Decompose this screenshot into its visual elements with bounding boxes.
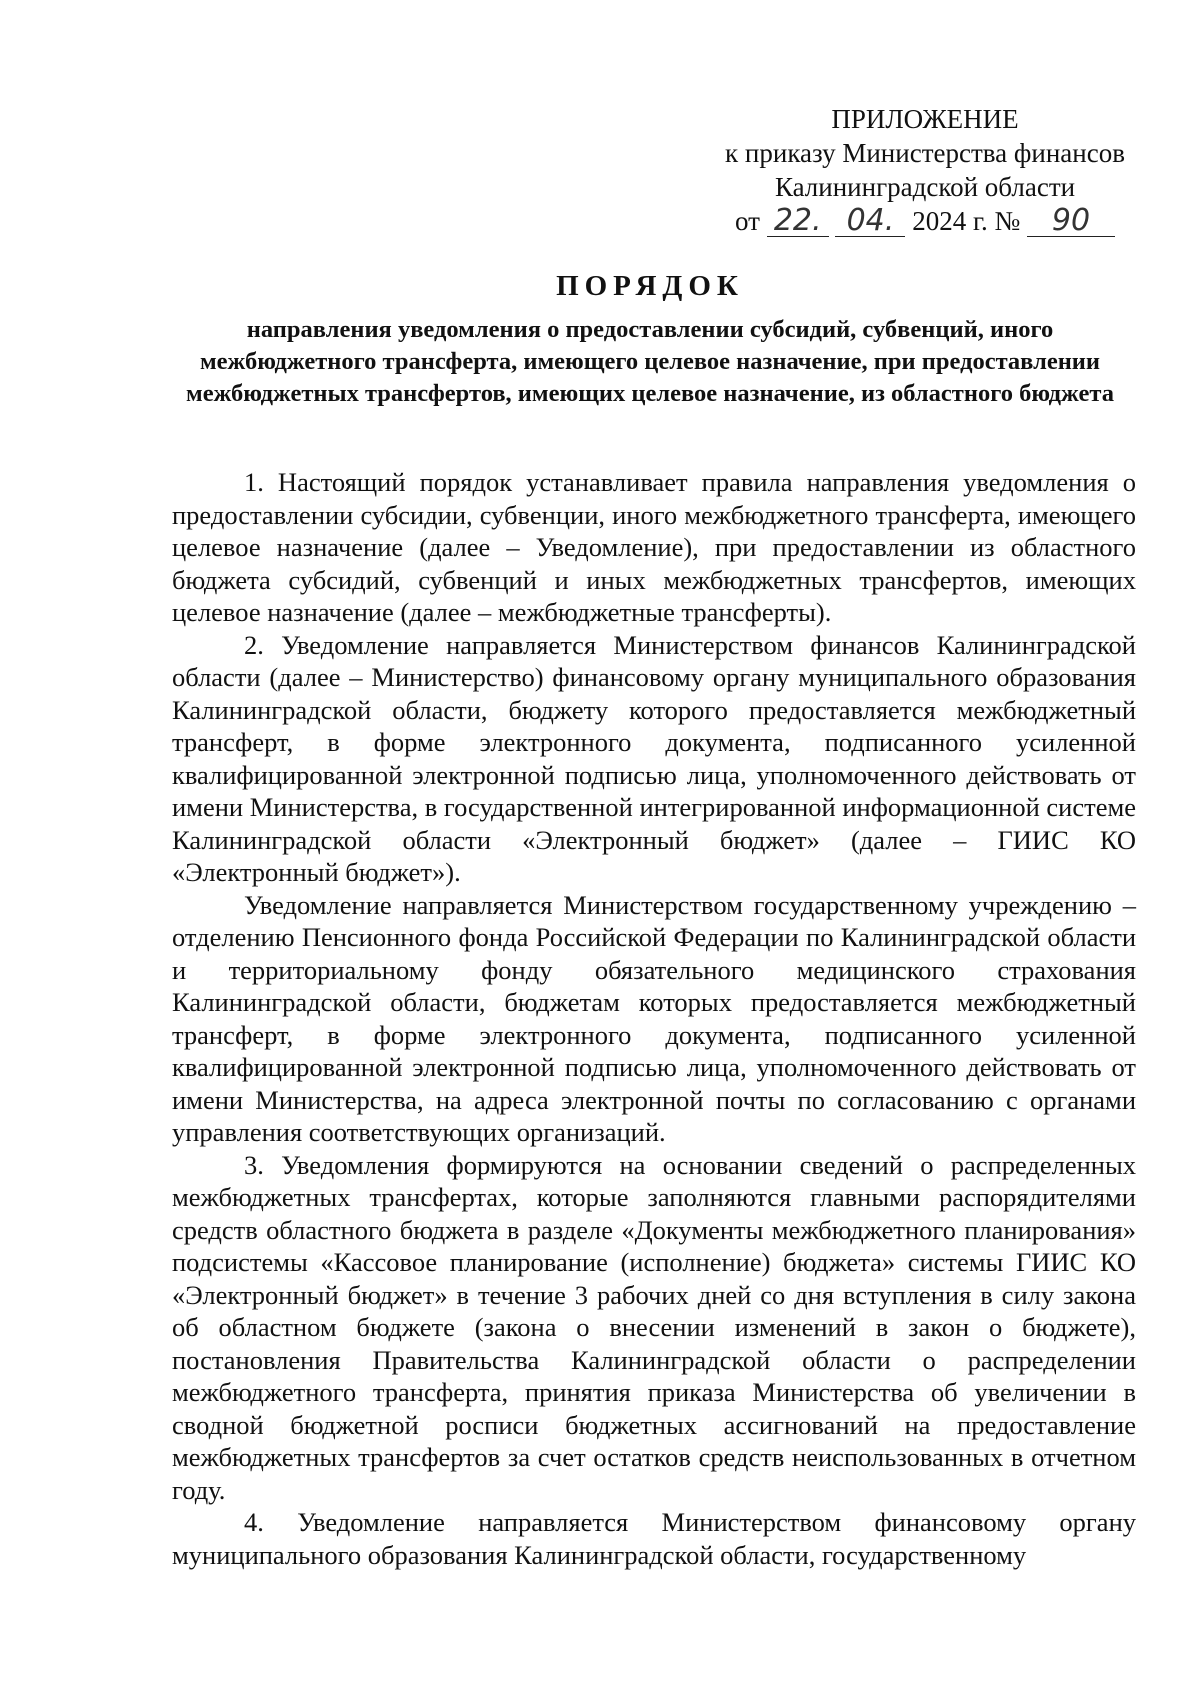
document-title-block	[160, 268, 1140, 410]
appendix-region-line: Калининградской области	[774, 172, 1076, 202]
date-prefix: от	[735, 206, 760, 236]
appendix-date-line	[700, 204, 1150, 238]
document-body	[172, 466, 1136, 1571]
appendix-order-line: к приказу Министерства финансов	[725, 138, 1125, 168]
handwritten-order-number: 90	[1027, 206, 1115, 237]
appendix-header	[700, 102, 1150, 238]
paragraph-4: 4. Уведомление направляется Министерством финансовому органу муниципального образования Калининградской области, государственному	[172, 1507, 1136, 1570]
appendix-label: ПРИЛОЖЕНИЕ	[831, 104, 1019, 134]
date-year-number-label: 2024 г. №	[912, 206, 1021, 236]
paragraph-3: 3. Уведомления формируются на основании сведений о распределенных межбюджетных трансфертах, которые заполняются главными распорядителями средств областного бюджета в разделе «Документы межбюджетного планирования» подсистемы «Кассовое планирование (исполнение) бюджета» системы ГИИС КО «Электронный бюджет» в течение 3 рабочих дней со дня вступления в силу закона об областном бюджете (закона о внесении изменений в закон о бюджете), постановления Правительства Калининградской области о распределении межбюджетного трансферта, принятия приказа Министерства об увеличении в сводной бюджетной росписи бюджетных ассигнований на предоставление межбюджетных трансфертов за счет остатков средств неиспользованных в отчетном году.	[172, 1149, 1136, 1505]
document-subtitle: направления уведомления о предоставлении субсидий, субвенций, иного межбюджетного трансферта, имеющего целевое назначение, при предоставлении межбюджетных трансфертов, имеющих целевое назначение, из областного бюджета	[186, 316, 1114, 407]
paragraph-1: 1. Настоящий порядок устанавливает правила направления уведомления о предоставлении субсидии, субвенции, иного межбюджетного трансферта, имеющего целевое назначение (далее – Уведомление), при предоставлении из областного бюджета субсидий, субвенций и иных межбюджетных трансфертов, имеющих целевое назначение (далее – межбюджетные трансферты).	[172, 467, 1136, 627]
handwritten-month: 04.	[835, 206, 905, 237]
paragraph-2-continued: Уведомление направляется Министерством государственному учреждению – отделению Пенсионного фонда Российской Федерации по Калининградской области и территориальному фонду обязательного медицинского страхования Калининградской области, бюджетам которых предоставляется межбюджетный трансферт, в форме электронного документа, подписанного усиленной квалифицированной электронной подписью лица, уполномоченного действовать от имени Министерства, на адреса электронной почты по согласованию с органами управления соответствующих организаций.	[172, 889, 1136, 1147]
paragraph-2: 2. Уведомление направляется Министерством финансов Калининградской области (далее – Министерство) финансовому органу муниципального образования Калининградской области, бюджету которого предоставляется межбюджетный трансферт, в форме электронного документа, подписанного усиленной квалифицированной электронной подписью лица, уполномоченного действовать от имени Министерства, в государственной интегрированной информационной системе Калининградской области «Электронный бюджет» (далее – ГИИС КО «Электронный бюджет»).	[172, 629, 1136, 887]
document-title: ПОРЯДОК	[556, 270, 744, 302]
handwritten-day: 22.	[767, 206, 829, 237]
